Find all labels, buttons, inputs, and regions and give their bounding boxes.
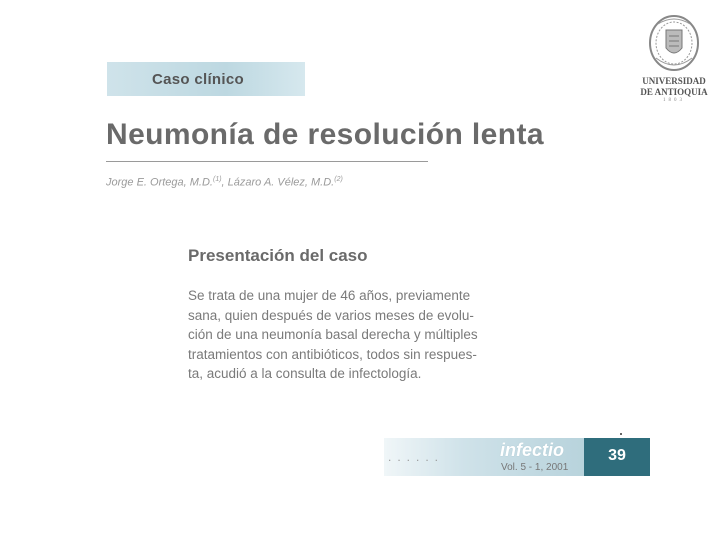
author-2-affiliation: (2) <box>334 176 343 183</box>
journal-volume: Vol. 5 - 1, 2001 <box>501 462 569 473</box>
footer-dots: ...... <box>388 450 445 464</box>
section-heading: Presentación del caso <box>188 246 368 265</box>
logo-line-university: UNIVERSIDAD <box>642 76 706 86</box>
body-line: Se trata de una mujer de 46 años, previamente <box>188 288 471 303</box>
logo-line-antioquia: DE ANTIOQUIA <box>640 87 708 97</box>
article-title: Neumonía de resolución lenta <box>106 118 544 151</box>
body-line: tratamientos con antibióticos, todos sin respues- <box>188 346 477 362</box>
body-line: ción de una neumonía basal derecha y múltiples <box>188 327 478 342</box>
title-divider <box>106 161 428 162</box>
section-tag: Caso clínico <box>152 71 244 88</box>
author-1: Jorge E. Ortega, M.D. <box>106 176 213 189</box>
university-seal-icon <box>648 14 700 72</box>
author-2: , Lázaro A. Vélez, M.D. <box>221 176 335 189</box>
article-authors <box>106 176 343 189</box>
page-number: 39 <box>608 447 626 464</box>
university-logo <box>638 14 710 104</box>
case-body-text <box>188 286 518 384</box>
body-line: ta, acudió a la consulta de infectología. <box>188 366 422 381</box>
journal-name: infectio <box>500 440 565 460</box>
body-line: sana, quien después de varios meses de evolu- <box>188 307 474 323</box>
page-marker <box>620 433 622 435</box>
logo-line-year: 1803 <box>663 98 685 103</box>
author-1-affiliation: (1) <box>212 176 222 183</box>
